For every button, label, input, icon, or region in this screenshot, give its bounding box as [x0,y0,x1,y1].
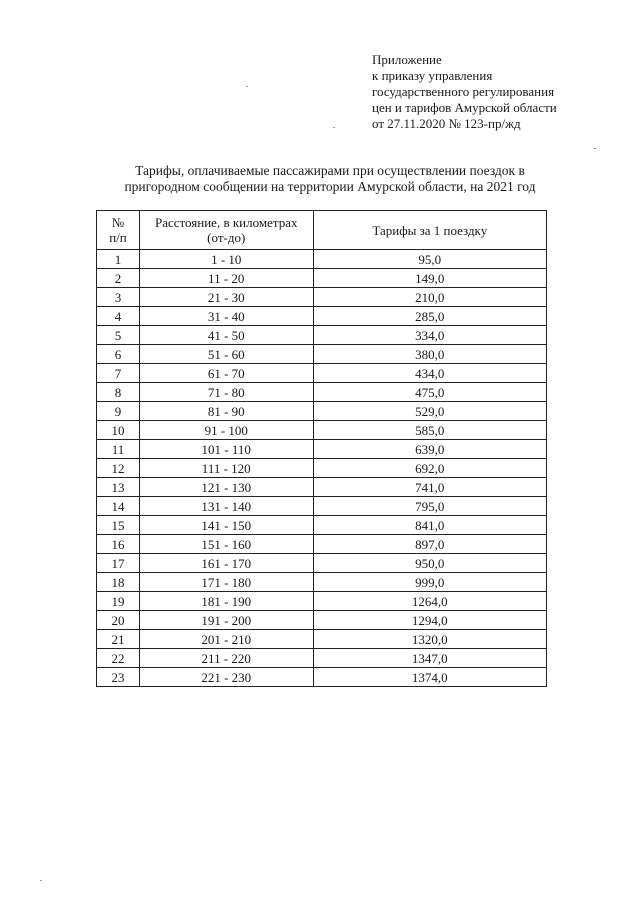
row-distance-cell: 161 - 170 [139,554,313,573]
row-number-cell: 7 [97,364,140,383]
appendix-line: государственного регулирования [372,84,555,99]
row-tariff-cell: 639,0 [313,440,546,459]
scan-speck [40,880,42,881]
table-row [97,516,547,535]
row-number-cell: 6 [97,345,140,364]
row-distance-cell: 91 - 100 [139,421,313,440]
row-number-cell: 23 [97,668,140,687]
row-tariff-cell: 692,0 [313,459,546,478]
row-tariff-cell: 1320,0 [313,630,546,649]
appendix-line: Приложение [372,52,442,67]
header-distance-line2: (от-до) [207,230,246,245]
table-header [97,211,547,250]
row-tariff-cell: 1294,0 [313,611,546,630]
row-number-cell: 10 [97,421,140,440]
row-tariff-cell: 334,0 [313,326,546,345]
header-tariff: Тарифы за 1 поездку [313,211,546,250]
appendix-line: к приказу управления [372,68,493,83]
row-tariff-cell: 897,0 [313,535,546,554]
row-distance-cell: 81 - 90 [139,402,313,421]
table-row [97,345,547,364]
row-distance-cell: 211 - 220 [139,649,313,668]
table-row [97,592,547,611]
table-row [97,630,547,649]
table-row [97,250,547,269]
row-number-cell: 16 [97,535,140,554]
table-row [97,383,547,402]
table-row [97,440,547,459]
row-number-cell: 4 [97,307,140,326]
title-line: пригородном сообщении на территории Амурской области, на 2021 год [124,179,536,194]
row-tariff-cell: 1347,0 [313,649,546,668]
row-number-cell: 17 [97,554,140,573]
scan-speck [333,127,335,128]
row-tariff-cell: 529,0 [313,402,546,421]
table-row [97,288,547,307]
appendix-line: от 27.11.2020 № 123-пр/жд [372,116,521,131]
table-row [97,649,547,668]
row-distance-cell: 151 - 160 [139,535,313,554]
row-number-cell: 5 [97,326,140,345]
scan-speck [594,148,596,149]
table-row [97,554,547,573]
row-number-cell: 12 [97,459,140,478]
row-number-cell: 14 [97,497,140,516]
row-distance-cell: 71 - 80 [139,383,313,402]
row-distance-cell: 101 - 110 [139,440,313,459]
row-distance-cell: 131 - 140 [139,497,313,516]
title-line: Тарифы, оплачиваемые пассажирами при осуществлении поездок в [135,163,525,178]
row-number-cell: 11 [97,440,140,459]
row-tariff-cell: 475,0 [313,383,546,402]
row-tariff-cell: 210,0 [313,288,546,307]
table-row [97,402,547,421]
header-distance [139,211,313,250]
row-tariff-cell: 1264,0 [313,592,546,611]
row-distance-cell: 221 - 230 [139,668,313,687]
table-row [97,573,547,592]
table-row [97,421,547,440]
row-tariff-cell: 285,0 [313,307,546,326]
table-row [97,478,547,497]
table-row [97,459,547,478]
row-tariff-cell: 795,0 [313,497,546,516]
row-number-cell: 15 [97,516,140,535]
document-title [60,163,600,195]
row-tariff-cell: 950,0 [313,554,546,573]
row-tariff-cell: 434,0 [313,364,546,383]
scan-speck [246,86,248,87]
row-number-cell: 22 [97,649,140,668]
table-row [97,668,547,687]
table-row [97,611,547,630]
table-row [97,269,547,288]
row-distance-cell: 11 - 20 [139,269,313,288]
row-number-cell: 13 [97,478,140,497]
row-number-cell: 21 [97,630,140,649]
header-number [97,211,140,250]
row-distance-cell: 111 - 120 [139,459,313,478]
table-row [97,307,547,326]
row-number-cell: 9 [97,402,140,421]
row-distance-cell: 31 - 40 [139,307,313,326]
row-number-cell: 1 [97,250,140,269]
table-body [97,250,547,687]
row-distance-cell: 21 - 30 [139,288,313,307]
row-tariff-cell: 1374,0 [313,668,546,687]
header-distance-line1: Расстояние, в километрах [154,215,298,230]
row-number-cell: 20 [97,611,140,630]
header-number-line2: п/п [109,230,127,245]
row-distance-cell: 141 - 150 [139,516,313,535]
row-distance-cell: 1 - 10 [139,250,313,269]
row-distance-cell: 191 - 200 [139,611,313,630]
row-tariff-cell: 380,0 [313,345,546,364]
row-distance-cell: 41 - 50 [139,326,313,345]
row-number-cell: 2 [97,269,140,288]
appendix-line: цен и тарифов Амурской области [372,100,557,115]
row-number-cell: 19 [97,592,140,611]
row-distance-cell: 61 - 70 [139,364,313,383]
row-tariff-cell: 741,0 [313,478,546,497]
header-number-line1: № [111,215,125,230]
row-number-cell: 8 [97,383,140,402]
tariff-table [96,210,547,687]
row-distance-cell: 51 - 60 [139,345,313,364]
table-row [97,535,547,554]
row-tariff-cell: 95,0 [313,250,546,269]
row-tariff-cell: 585,0 [313,421,546,440]
row-distance-cell: 181 - 190 [139,592,313,611]
row-distance-cell: 121 - 130 [139,478,313,497]
table-row [97,326,547,345]
table-row [97,364,547,383]
row-tariff-cell: 149,0 [313,269,546,288]
row-distance-cell: 171 - 180 [139,573,313,592]
table-row [97,497,547,516]
row-distance-cell: 201 - 210 [139,630,313,649]
appendix-block [372,52,557,132]
row-number-cell: 3 [97,288,140,307]
row-tariff-cell: 841,0 [313,516,546,535]
row-tariff-cell: 999,0 [313,573,546,592]
row-number-cell: 18 [97,573,140,592]
